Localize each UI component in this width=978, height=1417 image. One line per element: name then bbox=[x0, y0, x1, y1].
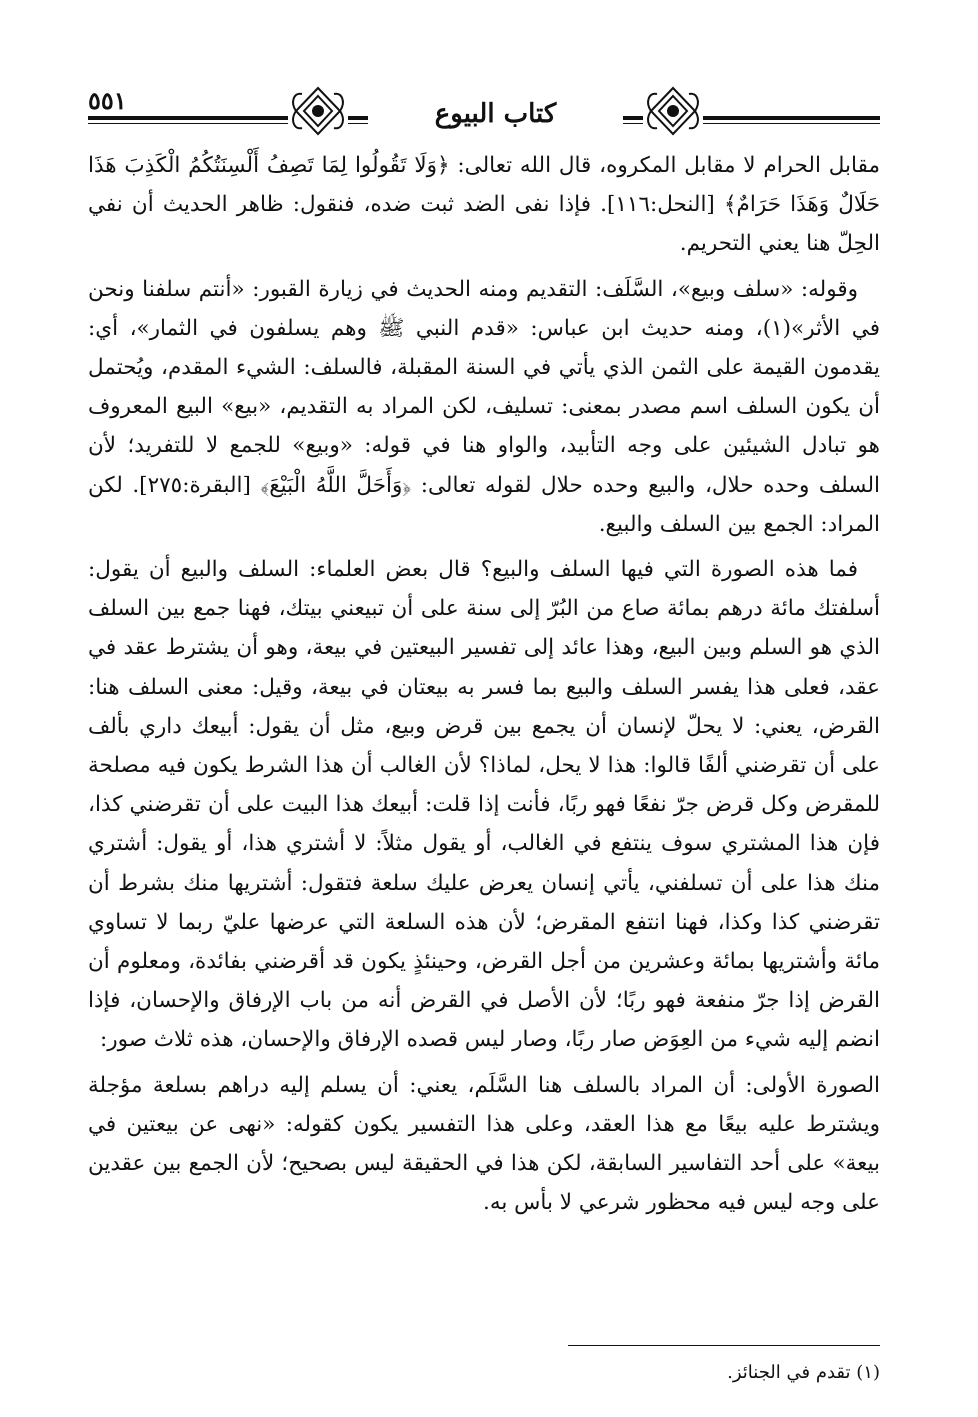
ornament-right-icon bbox=[643, 84, 703, 138]
page-number: ٥٥١ bbox=[88, 86, 127, 115]
paragraph: الصورة الأولى: أن المراد بالسلف هنا السَّلَم، يعني: أن يسلم إليه دراهم بسلعة مؤجلة ويشترط عليه بيعًا مع هذا العقد، وعلى هذا التفسير يكون كقوله: «نهى عن بيعتين في بيعة» على أحد التفاسير السابقة، لكن هذا في الحقيقة ليس بصحيح؛ لأن الجمع بين عقدين على وجه ليس فيه محظور شرعي لا بأس به. bbox=[88, 1072, 880, 1216]
footnote: (١) تقدم في الجنائز. bbox=[727, 1362, 880, 1383]
ornament-left-icon bbox=[288, 84, 348, 138]
footnote-rule bbox=[568, 1345, 880, 1346]
paragraph: مقابل الحرام لا مقابل المكروه، قال الله تعالى: ﴿وَلَا تَقُولُوا لِمَا تَصِفُ أَلْسِنَتُكُمُ الْكَذِبَ هَذَا حَلَالٌ وَهَذَا حَرَامٌ﴾ [النحل:١١٦]. فإذا نفى الضد ثبت ضده، فنقول: ظاهر الحديث أن نفي الحِلّ هنا يعني التحريم. bbox=[88, 153, 880, 257]
paragraph: وقوله: «سلف وبيع»، السَّلَف: التقديم ومنه الحديث في زيارة القبور: «أنتم سلفنا ونحن في الأثر»(١)، ومنه حديث ابن عباس: «قدم النبي ﷺ وهم يسلفون في الثمار»، أي: يقدمون القيمة على الثمن الذي يأتي في السنة المقبلة، فالسلف: الشيء المقدم، ويُحتمل أن يكون السلف اسم مصدر بمعنى: تسليف، لكن المراد به التقديم، «بيع» البيع المعروف هو تبادل الشيئين على وجه التأبيد، والواو هنا في قوله: «وبيع» للجمع لا للتفريد؛ لأن السلف وحده حلال، والبيع وحده حلال لقوله تعالى: ﴿وَأَحَلَّ اللَّهُ الْبَيْعَ﴾ [البقرة:٢٧٥]. لكن المراد: الجمع بين السلف والبيع. bbox=[88, 276, 881, 537]
page-header bbox=[88, 80, 880, 142]
paragraph: فما هذه الصورة التي فيها السلف والبيع؟ قال بعض العلماء: السلف والبيع أن يقول: أسلفتك مائة درهم بمائة صاع من البُرّ إلى سنة على أن تبيعني بيتك، فهنا جمع بين السلف الذي هو السلم وبين البيع، وهذا عائد إلى تفسير البيعتين في بيعة، وهو أن يشترط عقد في عقد، فعلى هذا يفسر السلف والبيع بما فسر به بيعتان في بيعة، وقيل: معنى السلف هنا: القرض، يعني: لا يحلّ لإنسان أن يجمع بين قرض وبيع، مثل أن يقول: أبيعك داري بألف على أن تقرضني ألفًا قالوا: هذا لا يحل، لماذا؟ لأن الغالب أن هذا الشرط يكون فيه مصلحة للمقرض وكل قرض جرّ نفعًا فهو ربًا، فأنت إذا قلت: أبيعك هذا البيت على أن تقرضني كذا، فإن هذا المشتري سوف ينتفع في الغالب، أو يقول مثلاً: لا أشتري هذا، أو يقول: أشتري منك هذا على أن تسلفني، يأتي إنسان يعرض عليك سلعة فتقول: أشتريها منك بشرط أن تقرضني كذا وكذا، فهنا انتفع المقرض؛ لأن هذه السلعة التي عرضها عليّ ربما لا تساوي مائة وأشتريها بمائة وعشرين من أجل القرض، وحينئذٍ يكون قد أقرضني بفائدة، ومعلوم أن القرض إذا جرّ منفعة فهو ربًا؛ لأن الأصل في القرض أنه من باب الإرفاق والإحسان، فإذا انضم إليه شيء من العِوَض صار ربًا، وصار ليس قصده الإرفاق والإحسان، هذه ثلاث صور: bbox=[88, 557, 880, 1053]
chapter-title: كتاب البيوع bbox=[368, 98, 623, 130]
page-body bbox=[88, 146, 880, 1228]
